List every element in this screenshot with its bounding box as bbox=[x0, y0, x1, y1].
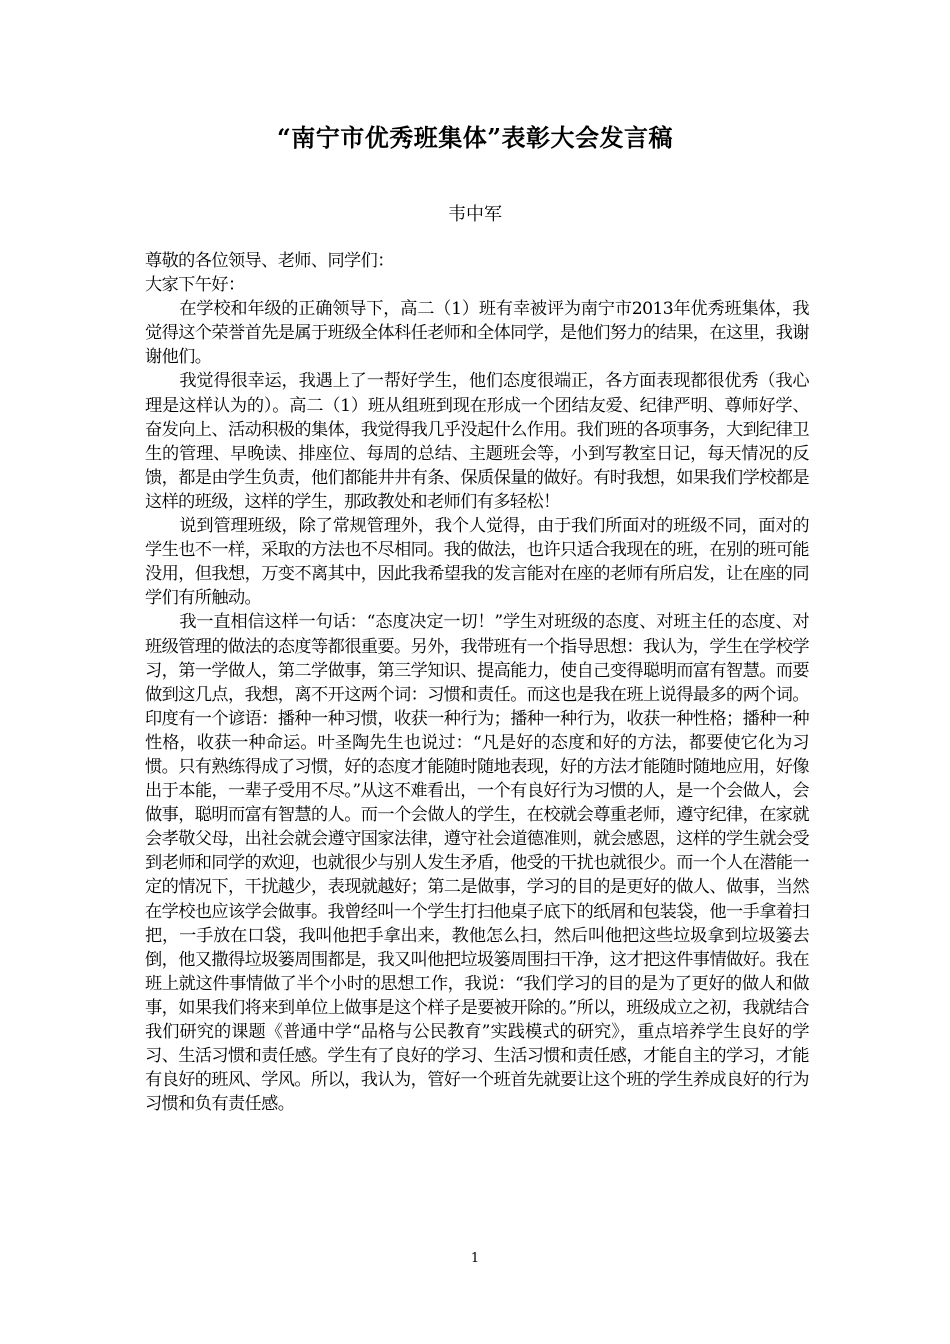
document-body bbox=[145, 249, 809, 1116]
page-number: 1 bbox=[470, 1251, 480, 1266]
body-paragraph: 我觉得很幸运，我遇上了一帮好学生，他们态度很端正，各方面表现都很优秀（我心理是这样认为的）。高二（1）班从组班到现在形成一个团结友爱、纪律严明、尊师好学、奋发向上、活动积极的集体，我觉得我几乎没起什么作用。我们班的各项事务，大到纪律卫生的管理、早晚读、排座位、每周的总结、主题班会等，小到写教室日记，每天情况的反馈，都是由学生负责，他们都能井井有条、保质保量的做好。有时我想，如果我们学校都是这样的班级，这样的学生，那政教处和老师们有多轻松！ bbox=[145, 371, 809, 512]
body-paragraph: 说到管理班级，除了常规管理外，我个人觉得，由于我们所面对的班级不同，面对的学生也不一样，采取的方法也不尽相同。我的做法，也许只适合我现在的班，在别的班可能没用，但我想，万变不离其中，因此我希望我的发言能对在座的老师有所启发，让在座的同学们有所触动。 bbox=[145, 516, 809, 609]
author-name: 韦中军 bbox=[448, 204, 502, 225]
body-paragraph: 在学校和年级的正确领导下，高二（1）班有幸被评为南宁市2013年优秀班集体，我觉得这个荣誉首先是属于班级全体科任老师和全体同学，是他们努力的结果，在这里，我谢谢他们。 bbox=[145, 299, 809, 368]
body-paragraph: 我一直相信这样一句话：“态度决定一切！”学生对班级的态度、对班主任的态度、对班级管理的做法的态度等都很重要。另外，我带班有一个指导思想：我认为，学生在学校学习，第一学做人，第二学做事，第三学知识、提高能力，使自己变得聪明而富有智慧。而要做到这几点，我想，离不开这两个词：习惯和责任。而这也是我在班上说得最多的两个词。印度有一个谚语：播种一种习惯，收获一种行为；播种一种行为，收获一种性格；播种一种性格，收获一种命运。叶圣陶先生也说过：“凡是好的态度和好的方法，都要使它化为习惯。只有熟练得成了习惯，好的态度才能随时随地表现，好的方法才能随时随地应用，好像出于本能，一辈子受用不尽。”从这不难看出，一个有良好行为习惯的人，是一个会做人，会做事，聪明而富有智慧的人。而一个会做人的学生，在校就会尊重老师，遵守纪律，在家就会孝敬父母，出社会就会遵守国家法律，遵守社会道德准则，就会感恩，这样的学生就会受到老师和同学的欢迎，也就很少与别人发生矛盾，他受的干扰也就很少。而一个人在潜能一定的情况下，干扰越少，表现就越好；第二是做事，学习的目的是更好的做人、做事，当然在学校也应该学会做事。我曾经叫一个学生打扫他桌子底下的纸屑和包装袋，他一手拿着扫把，一手放在口袋，我叫他把手拿出来，教他怎么扫，然后叫他把这些垃圾拿到垃圾篓去倒，他又撒得垃圾篓周围都是，我又叫他把垃圾篓周围扫干净，这才把这件事情做好。我在班上就这件事情做了半个小时的思想工作，我说：“我们学习的目的是为了更好的做人和做事，如果我们将来到单位上做事是这个样子是要被开除的。”所以，班级成立之初，我就结合我们研究的课题《普通中学“品格与公民教育”实践模式的研究》，重点培养学生良好的学习、生活习惯和责任感。学生有了良好的学习、生活习惯和责任感，才能自主的学习，才能有良好的班风、学风。所以，我认为，管好一个班首先就要让这个班的学生养成良好的行为习惯和负有责任感。 bbox=[145, 612, 809, 1115]
salutation: 尊敬的各位领导、老师、同学们： bbox=[145, 251, 394, 271]
greeting: 大家下午好： bbox=[145, 275, 245, 296]
document-title: “南宁市优秀班集体”表彰大会发言稿 bbox=[276, 123, 674, 152]
